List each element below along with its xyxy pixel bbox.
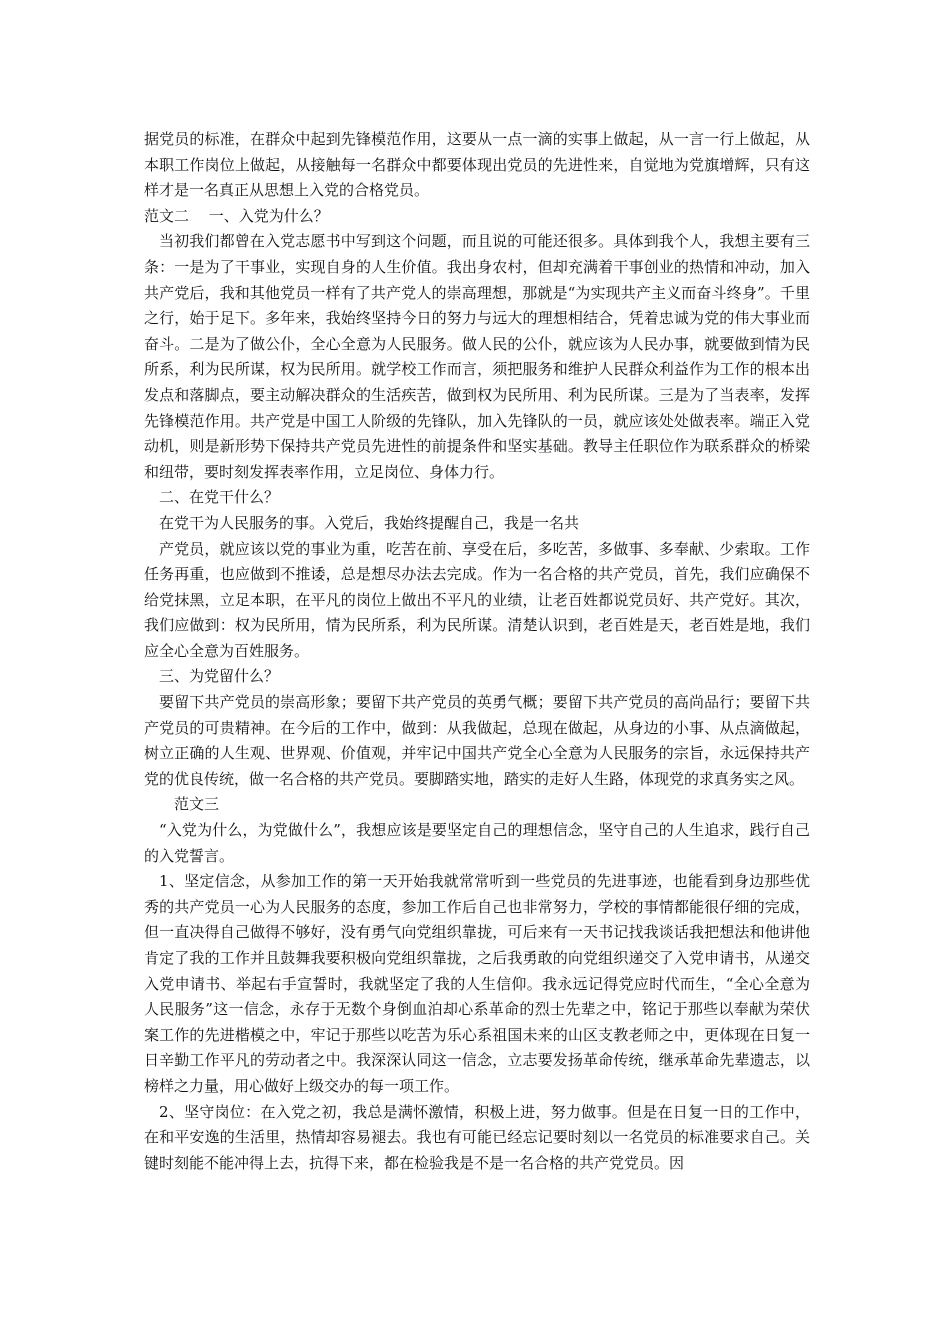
paragraph-firm-belief: 1、坚定信念，从参加工作的第一天开始我就常常听到一些党员的先进事迹，也能看到身边那些优秀的共产党员一心为人民服务的态度，参加工作后自己也非常努力，学校的事情都能很仔细的完成，但一直决得自己做得不够好，没有勇气向党组织靠拢，可后来有一天书记找我谈话我把想法和他讲他肯定了我的工作并且鼓舞我要积极向党组织靠拢，之后我勇敢的向党组织递交了入党申请书，从递交入党申请书、举起右手宣誓时，我就坚定了我的人生信仰。我永远记得党应时代而生，“全心全意为人民服务”这一信念，永存于无数个身倒血泊却心系革命的烈士先辈之中，铭记于那些以奉献为荣伏案工作的先进楷模之中，牢记于那些以吃苦为乐心系祖国未来的山区支教老师之中，更体现在日复一日辛勤工作平凡的劳动者之中。我深深认同这一信念，立志要发扬革命传统，继承革命先辈遗志，以榜样之力量，用心做好上级交办的每一项工作。: [144, 872, 810, 1095]
document-page: [144, 127, 810, 1176]
heading-what-to-do: 二、在党干什么？: [159, 488, 280, 507]
paragraph-serve-people: 产党员，就应该以党的事业为重，吃苦在前、享受在后，多吃苦，多做事、多奉献、少索取。工作任务再重，也应做到不推诿，总是想尽办法去完成。作为一名合格的共产党员，首先，我们应确保不给党抹黑，立足本职，在平凡的岗位上做出不平凡的业绩，让老百姓都说党员好、共产党好。其次，我们应做到：权为民所用，情为民所系，利为民所谋。清楚认识到，老百姓是天，老百姓是地，我们应全心全意为百姓服务。: [144, 539, 810, 660]
heading-fanwen-two: 范文二 一、入党为什么？: [144, 206, 329, 225]
paragraph-continuation: 据党员的标准，在群众中起到先锋模范作用，这要从一点一滴的实事上做起，从一言一行上做起，从本职工作岗位上做起，从接触每一名群众中都要体现出党员的先进性来，自觉地为党旗增辉，只有这样才是一名真正从思想上入党的合格党员。: [144, 130, 810, 200]
paragraph-serve-people-lead: 在党干为人民服务的事。入党后，我始终提醒自己，我是一名共: [159, 513, 580, 532]
paragraph-leave-image: 要留下共产党员的崇高形象；要留下共产党员的英勇气概；要留下共产党员的高尚品行；要留下共产党员的可贵精神。在今后的工作中，做到：从我做起，总现在做起，从身边的小事、从点滴做起，树立正确的人生观、世界观、价值观，并牢记中国共产党全心全意为人民服务的宗旨，永远保持共产党的优良传统，做一名合格的共产党员。要脚踏实地，踏实的走好人生路，体现党的求真务实之风。: [144, 693, 810, 788]
heading-fanwen-three: 范文三: [174, 795, 220, 814]
paragraph-intro-three: “入党为什么，为党做什么”，我想应该是要坚定自己的理想信念，坚守自己的人生追求，践行自己的入党誓言。: [144, 821, 810, 865]
heading-what-to-leave: 三、为党留什么？: [159, 667, 280, 686]
paragraph-hold-post: 2、坚守岗位：在入党之初，我总是满怀激情，积极上进，努力做事。但是在日复一日的工作中，在和平安逸的生活里，热情却容易褪去。我也有可能已经忘记要时刻以一名党员的标准要求自己。关键时刻能不能冲得上去，抗得下来，都在检验我是不是一名合格的共产党党员。因: [144, 1102, 810, 1172]
paragraph-why-join: 当初我们都曾在入党志愿书中写到这个问题，而且说的可能还很多。具体到我个人，我想主要有三条：一是为了干事业，实现自身的人生价值。我出身农村，但却充满着干事创业的热情和冲动，加入共产党后，我和其他党员一样有了共产党人的崇高理想，那就是“为实现共产主义而奋斗终身”。千里之行，始于足下。多年来，我始终坚持今日的努力与远大的理想相结合，凭着忠诚为党的伟大事业而奋斗。二是为了做公仆，全心全意为人民服务。做人民的公仆，就应该为人民办事，就要做到情为民所系，利为民所谋，权为民所用。就学校工作而言，须把服务和维护人民群众利益作为工作的根本出发点和落脚点，要主动解决群众的生活疾苦，做到权为民所用、利为民所谋。三是为了当表率，发挥先锋模范作用。共产党是中国工人阶级的先锋队，加入先锋队的一员，就应该处处做表率。端正入党动机，则是新形势下保持共产党员先进性的前提条件和坚实基础。教导主任职位作为联系群众的桥梁和纽带，要时刻发挥表率作用，立足岗位、身体力行。: [144, 232, 810, 481]
